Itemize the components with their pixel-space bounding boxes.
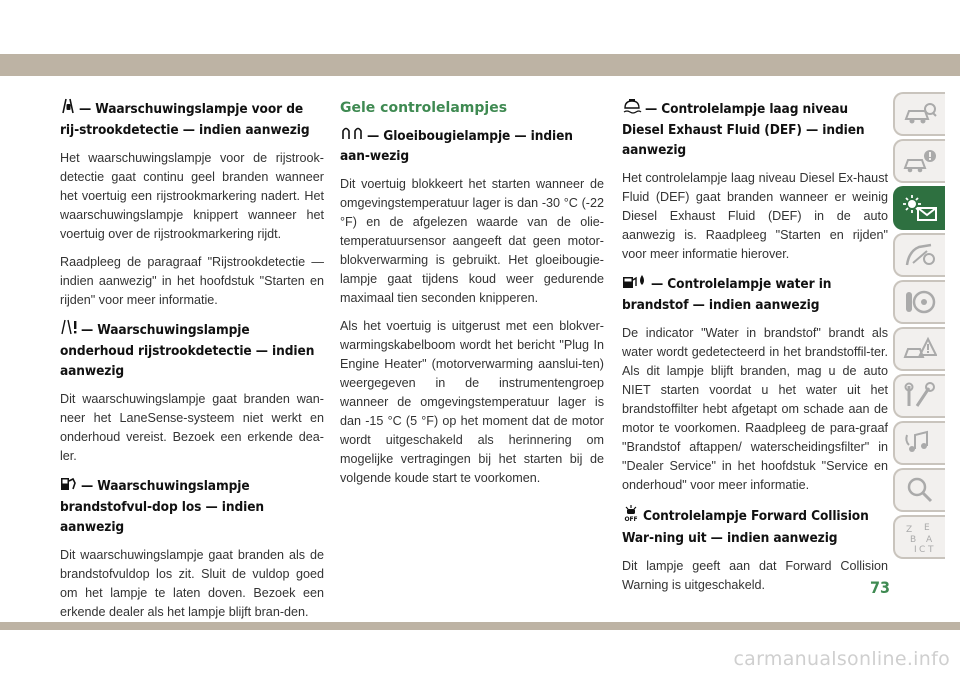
water-in-fuel-icon — [622, 273, 648, 295]
hazard-car-icon — [903, 335, 937, 363]
section-title: — Controlelampje laag niveau Diesel Exhaust Fluid (DEF) — indien aanwezig — [622, 98, 888, 160]
lane-departure-icon — [60, 98, 76, 120]
section-title: — Waarschuwingslampje onderhoud rijstrookdetectie — indien aanwezig — [60, 319, 324, 381]
paragraph: Het waarschuwingslampje voor de rijstrook-detectie gaat continu geel branden wanneer het voertuig een rijstrookmarkering nadert. Het waarschuwingslampje knippert wanneer het voertuig over de rijstrookmarkering rijdt. — [60, 151, 324, 241]
paragraph: Als het voertuig is uitgerust met een blokver-warmingskabelboom wordt het bericht "Plug In Engine Heater" (motorverwarming aanslui-ten) weergegeven in de instrumentengroep wanneer de omgevingstemperatuur lager is dan -15 °C (5 °F) op het moment dat de motor wordt uitgeschakeld als herinnering om mogelijke vertragingen bij het starten bij de volgende koude start te voorkomen. — [340, 319, 604, 485]
fcw-off-section — [622, 504, 888, 595]
svg-text:B: B — [910, 535, 917, 545]
svg-text:Z: Z — [906, 525, 913, 535]
svg-text:C: C — [919, 545, 926, 554]
car-search-icon — [903, 101, 937, 127]
yellow-lamps-heading: Gele controlelampjes — [340, 100, 508, 116]
section-title: — Gloeibougielampje — indien aan-wezig — [340, 128, 573, 164]
fcw-off-icon — [622, 504, 640, 528]
wrench-icon — [903, 382, 937, 410]
tab-hazard-car[interactable] — [893, 327, 945, 371]
driver-seatbelt-icon — [903, 241, 937, 269]
car-info-icon — [903, 148, 937, 174]
tab-car-info[interactable] — [893, 139, 945, 183]
music-phone-icon — [903, 429, 937, 457]
column-3 — [622, 98, 888, 604]
page-number: 73 — [869, 578, 891, 597]
fuel-cap-icon — [60, 475, 78, 497]
magnifier-icon — [903, 476, 937, 504]
chapter-tabs — [893, 92, 945, 562]
alphabet-index-icon — [902, 520, 938, 554]
lane-service-icon — [60, 319, 78, 341]
def-section — [622, 98, 888, 264]
svg-text:A: A — [926, 535, 933, 545]
lane-service-section — [60, 319, 324, 466]
paragraph: Dit waarschuwingslampje gaat branden wan-neer het LaneSense-systeem niet werkt en onderhoud vereist. Bezoek een erkende dea-ler. — [60, 392, 324, 463]
column-1 — [60, 98, 324, 631]
top-band — [0, 0, 960, 54]
glow-plug-icon — [340, 126, 364, 146]
bottom-band — [0, 622, 960, 630]
section-title: OFF Controlelampje Forward Collision War-ning uit — indien aanwezig — [622, 504, 888, 548]
tab-driver-seatbelt[interactable] — [893, 233, 945, 277]
paragraph: Dit voertuig blokkeert het starten wanneer de omgevingstemperatuur lager is dan -30 °C (-22 °F) en de afgelezen waarde van de olie-temperatuursensor aangeeft dat geen motor-blokverwarming is gebruikt. Het gloeibougie-lampje gaat tijdens koud weer gedurende maximaal tien seconden knipperen. — [340, 177, 604, 305]
section-title: — Controlelampje water in brandstof — indien aanwezig — [622, 273, 888, 315]
fuel-cap-section — [60, 475, 324, 622]
water-in-fuel-section — [622, 273, 888, 495]
tab-car-search[interactable] — [893, 92, 945, 136]
tab-warning-lights[interactable] — [893, 186, 945, 230]
tab-index[interactable] — [893, 515, 945, 559]
paragraph: De indicator "Water in brandstof" brandt als water wordt gedetecteerd in het brandstoffil-ter. Als dit lampje blijft branden, mag u de auto NIET starten voordat u het water uit het brandstoffilter hebt afgetapt om schade aan de motor te voorkomen. Raadpleeg de para-graaf "Brandstof aftappen/ waterscheidingsfilter" in "Dealer Service" in het hoofdstuk "Service en onderhoud" voor meer informatie. — [622, 326, 888, 492]
warning-lights-icon — [902, 194, 938, 222]
tab-music-phone[interactable] — [893, 421, 945, 465]
column-2 — [340, 100, 604, 497]
paragraph: Dit lampje geeft aan dat Forward Collision Warning is uitgeschakeld. — [622, 559, 888, 592]
section-title: — Waarschuwingslampje voor de rij-strookdetectie — indien aanwezig — [60, 98, 324, 140]
svg-text:T: T — [928, 545, 934, 554]
paragraph: Raadpleeg de paragraaf "Rijstrookdetectie — indien aanwezig" in het hoofdstuk "Starten en rijden" voor meer informatie. — [60, 255, 324, 307]
off-label: OFF — [624, 516, 638, 522]
paragraph: Het controlelampje laag niveau Diesel Ex-haust Fluid (DEF) gaat branden wanneer er weinig Diesel Exhaust Fluid (DEF) in de auto aanwezig is. Raadpleeg "Starten en rijden" voor meer informatie hierover. — [622, 171, 888, 261]
tab-search[interactable] — [893, 468, 945, 512]
def-level-icon — [622, 98, 642, 120]
tab-steering-wheel[interactable] — [893, 280, 945, 324]
tab-wrench[interactable] — [893, 374, 945, 418]
section-title: — Waarschuwingslampje brandstofvul-dop los — indien aanwezig — [60, 475, 324, 537]
lane-detection-section — [60, 98, 324, 310]
steering-wheel-icon — [903, 288, 937, 316]
header-bar — [0, 54, 960, 76]
watermark: carmanualsonline.info — [733, 648, 950, 670]
svg-text:I: I — [914, 545, 917, 554]
paragraph: Dit waarschuwingslampje gaat branden als de brandstofvuldop los zit. Sluit de vuldop goed om het lampje te laten doven. Bezoek een erkende dealer als het lampje blijft bran-den. — [60, 548, 324, 619]
glow-plug-section — [340, 126, 604, 488]
svg-text:E: E — [924, 523, 930, 533]
